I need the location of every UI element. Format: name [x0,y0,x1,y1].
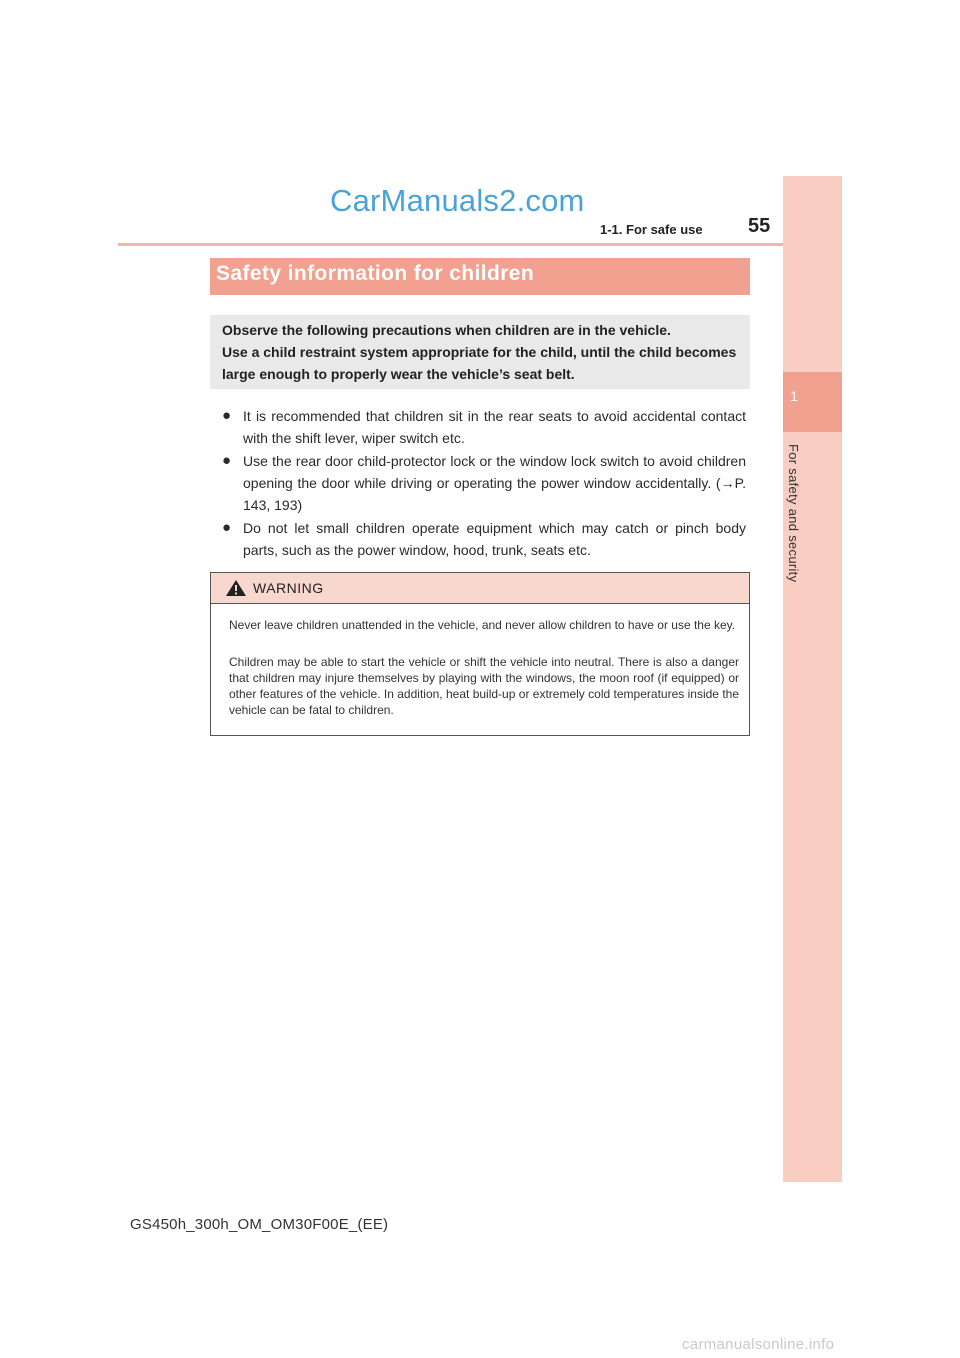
warning-box [210,572,750,736]
chapter-number: 1 [790,388,798,404]
bullet-item [222,450,746,516]
section-title: Safety information for children [216,262,535,285]
intro-line: Use a child restraint system appropriate for the child, until the child becomes [222,344,737,360]
page-number: 55 [748,215,771,237]
intro-line: Observe the following precautions when children are in the vehicle. [222,322,671,338]
bullet-item [222,405,746,449]
bullet-marker: ● [222,407,232,424]
bullet-text: It is recommended that children sit in the rear seats to avoid accidental contact with the shift lever, wiper switch etc. [243,408,746,446]
watermark-top: CarManuals2.com [330,183,585,218]
warning-paragraph: Children may be able to start the vehicle or shift the vehicle into neutral. There is also a danger that children may injure themselves by playing with the windows, the moon roof (if equipped) or other features of the vehicle. In addition, heat build-up or extremely cold temperatures inside the vehicle can be fatal to children. [229,655,739,717]
bullet-text: Use the rear door child-protector lock or the window lock switch to avoid children opening the door while driving or operating the power window accidentally. (→P. 143, 193) [243,453,746,513]
document-code: GS450h_300h_OM_OM30F00E_(EE) [130,1216,389,1233]
bullet-marker: ● [222,452,232,469]
warning-triangle-icon [225,579,247,597]
warning-paragraph: Never leave children unattended in the vehicle, and never allow children to have or use the key. [229,618,736,632]
warning-label: WARNING [253,580,324,596]
chapter-label: For safety and security [786,444,801,583]
intro-box [210,315,750,389]
intro-line: large enough to properly wear the vehicle’s seat belt. [222,366,575,382]
watermark-bottom: carmanualsonline.info [682,1336,835,1353]
warning-header [211,573,749,604]
bullet-item [222,517,746,561]
header-divider [118,243,842,246]
chapter-side-tab [783,176,842,1182]
bullet-marker: ● [222,519,232,536]
bullet-text: Do not let small children operate equipment which may catch or pinch body parts, such as the power window, hood, trunk, seats etc. [243,520,746,558]
header-section-title: 1-1. For safe use [600,222,703,237]
